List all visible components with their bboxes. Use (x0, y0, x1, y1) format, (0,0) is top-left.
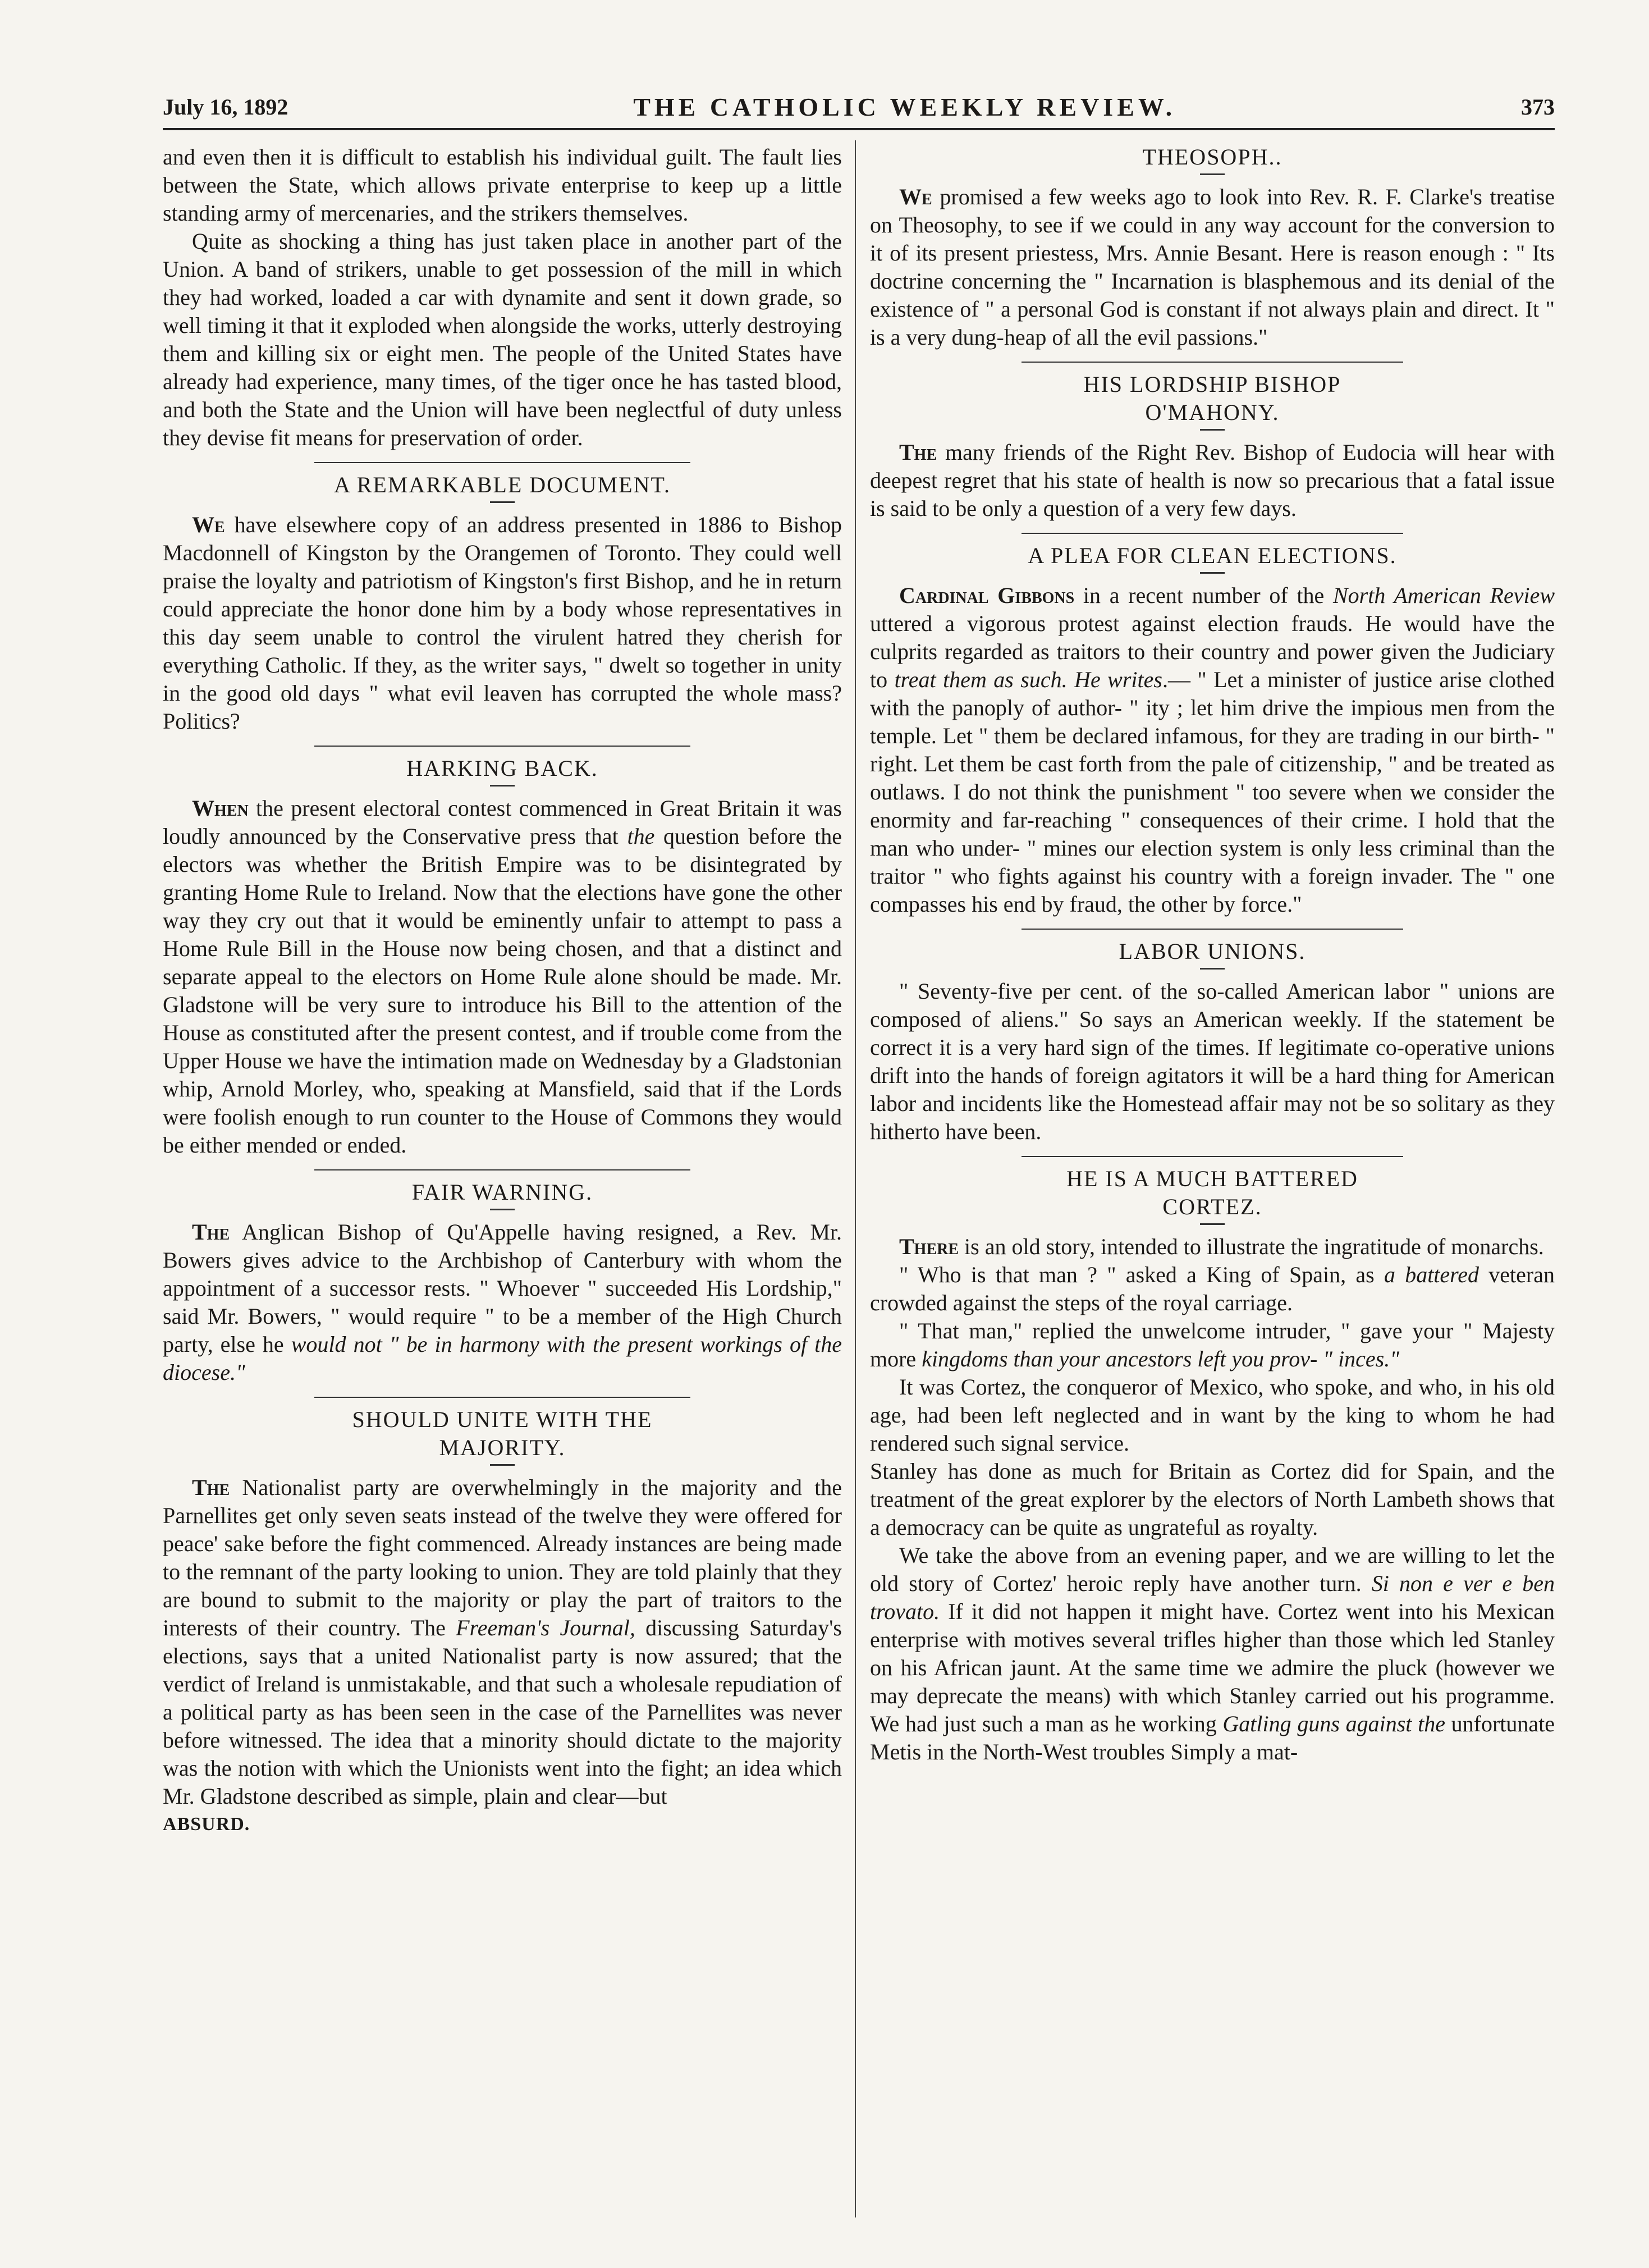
section-heading: LABOR UNIONS. (1022, 929, 1403, 966)
italic-text: treat them as such. He writes (894, 667, 1162, 692)
paragraph-text: unfortunate Metis in the North-West troubles Simply a mat- (870, 1711, 1555, 1764)
paragraph-text: many friends of the Right Rev. Bishop of Eudocia will hear with deepest regret that his state of health is now so precarious that a fatal issue is said to be only a question of a very few days. (870, 440, 1555, 521)
lead-word: The (899, 440, 937, 465)
left-column (163, 143, 842, 2220)
masthead-rule (163, 128, 1555, 130)
article-paragraph (870, 183, 1555, 351)
italic-text: a battered (1384, 1262, 1479, 1287)
article-paragraph: " Seventy-five per cent. of the so-called American labor " unions are composed of aliens." So says an American weekly. If the statement be correct it is a very hard sign of the times. If legitimate co-operative unions drift into the hands of foreign agitators it will be a hard thing for American labor and incidents like the Homestead affair may not be so solitary as they hitherto have been. (870, 978, 1555, 1144)
paragraph-text: promised a few weeks ago to look into Rev. R. F. Clarke's treatise on Theosophy, to see if we could in any way account for the conversion to it of its present priestess, Mrs. Annie Besant. Here is reason enough : " Its doctrine concerning the " Incarnation is blasphemous and its denial of the existence of " a personal God is constant if not always plain and direct. It " is a very dung-heap of all the evil passions." (870, 184, 1555, 350)
paragraph-text: veteran crowded against the steps of the royal carriage. (870, 1262, 1555, 1315)
article-paragraph (870, 1317, 1555, 1373)
paragraph-text: discussing Saturday's elections, says that a united Nationalist party is now assured; that the verdict of Ireland is unmistakable, and that such a wholesale repudiation of a political party as has been seen in the case of the Parnellites was never before witnessed. The idea that a minority should dictate to the majority was the notion with which the Unionists went into the fight; an idea which Mr. Gladstone described as simple, plain and clear—but (163, 1615, 842, 1809)
section-heading: HIS LORDSHIP BISHOP O'MAHONY. (1022, 362, 1403, 427)
paragraph-text: the present electoral contest commenced in Great Britain it was loudly announced by the Conservative press that (163, 795, 842, 849)
paragraph-text: We take the above from an evening paper, and we are willing to let the old story of Cortez' heroic reply have another turn. (870, 1543, 1555, 1596)
article-paragraph (870, 1542, 1555, 1766)
heading-dash (1200, 572, 1225, 574)
paragraph-text: uttered a vigorous protest against election frauds. He would have the culprits regarded as traitors to their country and power given the Judiciary to (870, 611, 1555, 692)
paragraph-text: Nationalist party are overwhelmingly in the majority and the Parnellites get only seven seats instead of the twelve they were offered for peace' sake before the fight commenced. Already instances are being made to the remnant of the party looking to union. They are told plainly that they are bound to submit to the majority or play the part of traitors to the interests of their country. The (163, 1475, 842, 1640)
heading-dash (490, 785, 515, 787)
paragraph-text: If it did not happen it might have. Cortez went into his Mexican enterprise with motives several trifles higher than those which led Stanley on his African jaunt. At the same time we admire the pluck (however we may deprecate the means) with which Stanley carried out his programme. We had just such a man as he working (870, 1599, 1555, 1736)
lead-word: When (192, 795, 249, 821)
heading-dash (490, 501, 515, 503)
section-heading: HE IS A MUCH BATTERED CORTEZ. (1022, 1156, 1403, 1221)
heading-dash (1200, 173, 1225, 175)
italic-text: kingdoms than your ancestors left you prov- " inces." (922, 1346, 1400, 1371)
article-paragraph (870, 1261, 1555, 1317)
section-heading: THEOSOPH.. (1142, 144, 1282, 170)
lead-word: Cardinal Gibbons (899, 583, 1075, 608)
section-heading: A REMARKABLE DOCUMENT. (314, 462, 690, 499)
section-heading: FAIR WARNING. (314, 1169, 690, 1206)
right-column (870, 143, 1555, 2220)
lead-word: We (899, 184, 932, 209)
page-number: 373 (1521, 94, 1555, 120)
heading-dash (490, 1209, 515, 1210)
paragraph-text: " Who is that man ? " asked a King of Spain, as (899, 1262, 1384, 1287)
paragraph-text: .— " Let a minister of justice arise clothed with the panoply of author- " ity ; let him drive the impious men from the temple. Let " them be declared infamous, for they are trading in our birth- " right. Let them be cast forth from the pale of citizenship, " and be treated as outlaws. I do not think the punishment " too severe when we consider the enormity and far-reaching " consequences of their crime. I hold that the man who under- " mines our election system is only less criminal than the traitor " who fights against his country with a foreign invader. The " one compasses his end by fraud, the other by force." (870, 667, 1555, 917)
masthead (163, 84, 1555, 129)
paragraph-text: in a recent number of the (1074, 583, 1333, 608)
italic-text: would not " be in harmony with the present workings of the diocese." (163, 1332, 842, 1385)
paragraph-text: is an old story, intended to illustrate the ingratitude of monarchs. (959, 1234, 1544, 1259)
publication-title: THE CATHOLIC WEEKLY REVIEW. (633, 92, 1176, 121)
heading-dash (1200, 429, 1225, 431)
heading-dash (1200, 968, 1225, 970)
closing-word: ABSURD. (163, 1814, 250, 1835)
italic-text: Si non e ver e ben trovato. (870, 1571, 1555, 1624)
article-paragraph (163, 511, 842, 735)
section-heading: A PLEA FOR CLEAN ELECTIONS. (1022, 533, 1403, 570)
paragraph-text: question before the electors was whether the British Empire was to be disintegrated by granting Home Rule to Ireland. Now that the elections have gone the other way they cry out that it would be eminently unfair to attempt to pass a Home Rule Bill in the House now being chosen, and that a distinct and separate appeal to the electors on Home Rule alone should be made. Mr. Gladstone will be very sure to introduce his Bill to the attention of the House as constituted after the present contest, and if trouble come from the Upper House we have the intimation made on Wednesday by a Gladstonian whip, Arnold Morley, who, speaking at Mansfield, said that if the Lords were foolish enough to run counter to the House of Commons they would be either mended or ended. (163, 824, 842, 1158)
article-paragraph (163, 1218, 842, 1387)
article-paragraph (870, 438, 1555, 523)
article-paragraph: It was Cortez, the conqueror of Mexico, who spoke, and who, in his old age, had been left neglected and in want by the king to whom he had rendered such signal service. (870, 1374, 1555, 1456)
paragraph-text: Anglican Bishop of Qu'Appelle having resigned, a Rev. Mr. Bowers gives advice to the Archbishop of Canterbury with whom the appointment of a successor rests. " Whoever " succeeded His Lordship," said Mr. Bowers, " would require " to be a member of the High Church party, else he (163, 1219, 842, 1357)
article-paragraph (163, 794, 842, 1159)
section-heading: SHOULD UNITE WITH THE MAJORITY. (314, 1397, 690, 1462)
article-paragraph (870, 582, 1555, 918)
lead-word: The (192, 1219, 230, 1245)
article-paragraph: and even then it is difficult to establish his individual guilt. The fault lies between the State, which allows private enterprise to keep up a little standing army of mercenaries, and the strikers themselves. (163, 144, 842, 226)
lead-word: The (192, 1475, 230, 1500)
paragraph-text: have elsewhere copy of an address presented in 1886 to Bishop Macdonnell of Kingston by the Orangemen of Toronto. They could well praise the loyalty and patriotism of Kingston's first Bishop, and he in return could appreciate the honor done him by a body whose representatives in this day seem unable to control the virulent hatred they cherish for everything Catholic. If they, as the writer says, " dwelt so together in unity in the good old days " what evil leaven has corrupted the whole mass? Politics? (163, 512, 842, 734)
italic-text: Freeman's Journal, (456, 1615, 635, 1640)
column-separator (855, 140, 856, 2217)
article-paragraph: Stanley has done as much for Britain as Cortez did for Spain, and the treatment of the great explorer by the electors of North Lambeth shows that a democracy can be quite as ungrateful as royalty. (870, 1458, 1555, 1540)
italic-text: Gatling guns against the (1222, 1711, 1445, 1736)
italic-text: North American Review (1333, 583, 1555, 608)
italic-text: the (627, 824, 655, 849)
article-paragraph (163, 1474, 842, 1810)
section-heading: HARKING BACK. (314, 746, 690, 783)
heading-dash (490, 1464, 515, 1466)
article-paragraph (870, 1233, 1555, 1261)
issue-date: July 16, 1892 (163, 94, 288, 120)
lead-word: There (899, 1234, 959, 1259)
paragraph-text: " That man," replied the unwelcome intruder, " gave your " Majesty more (870, 1318, 1555, 1371)
heading-dash (1200, 1223, 1225, 1225)
article-paragraph: Quite as shocking a thing has just taken place in another part of the Union. A band of strikers, unable to get possession of the mill in which they had worked, loaded a car with dynamite and sent it down grade, so well timing it that it exploded when alongside the works, utterly destroying them and killing six or eight men. The people of the United States have already had experience, many times, of the tiger once he has tasted blood, and both the State and the Union will have been neglectful of duty unless they devise fit means for preservation of order. (163, 228, 842, 450)
lead-word: We (192, 512, 225, 537)
